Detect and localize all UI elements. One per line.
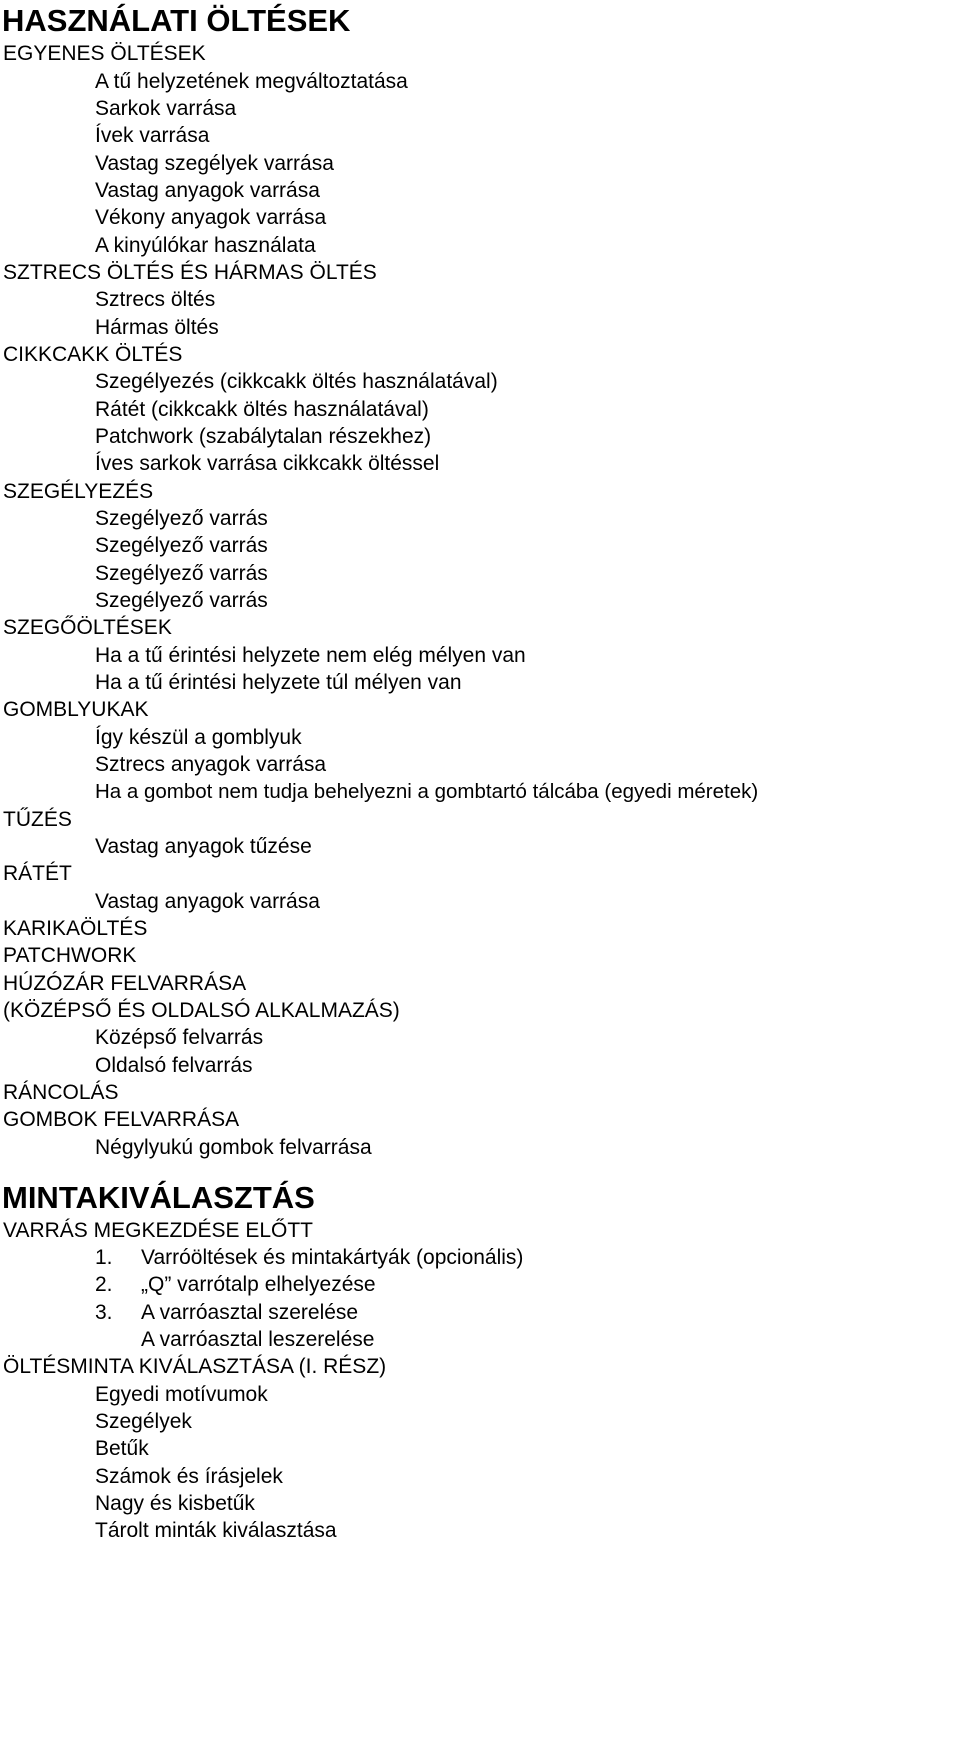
list-item: Tárolt minták kiválasztása [95, 1519, 337, 1542]
list-item: A varróasztal szerelése [141, 1301, 359, 1324]
group-heading: SZTRECS ÖLTÉS ÉS HÁRMAS ÖLTÉS [3, 261, 377, 284]
list-item: A varróasztal leszerelése [141, 1328, 375, 1351]
list-item: Ha a tű érintési helyzete túl mélyen van [95, 671, 462, 694]
group-heading: (KÖZÉPSŐ ÉS OLDALSÓ ALKALMAZÁS) [3, 999, 400, 1022]
list-item: Szegélyező varrás [95, 562, 268, 585]
list-item-number: 3. [95, 1301, 113, 1324]
list-item: Szegélyek [95, 1410, 192, 1433]
group-heading: KARIKAÖLTÉS [3, 917, 148, 940]
list-item: Oldalsó felvarrás [95, 1054, 253, 1077]
list-item: Sztrecs öltés [95, 288, 216, 311]
group-heading: HÚZÓZÁR FELVARRÁSA [3, 972, 247, 995]
list-item: A tű helyzetének megváltoztatása [95, 70, 408, 93]
list-item: Betűk [95, 1437, 149, 1460]
group-heading: EGYENES ÖLTÉSEK [3, 42, 206, 65]
list-item: Vékony anyagok varrása [95, 206, 327, 229]
list-item: Hármas öltés [95, 316, 219, 339]
group-heading: SZEGŐÖLTÉSEK [3, 616, 172, 639]
list-item: Varróöltések és mintakártyák (opcionális) [141, 1246, 524, 1269]
group-heading: CIKKCAKK ÖLTÉS [3, 343, 183, 366]
list-item: Négylyukú gombok felvarrása [95, 1136, 372, 1159]
list-item-number: 1. [95, 1246, 113, 1269]
list-item: Vastag anyagok varrása [95, 890, 320, 913]
list-item: Szegélyező varrás [95, 534, 268, 557]
section-title: HASZNÁLATI ÖLTÉSEK [2, 3, 351, 38]
group-heading: RÁNCOLÁS [3, 1081, 119, 1104]
list-item: Vastag szegélyek varrása [95, 152, 334, 175]
group-heading: TŰZÉS [3, 808, 72, 831]
list-item: Egyedi motívumok [95, 1383, 268, 1406]
group-heading: ÖLTÉSMINTA KIVÁLASZTÁSA (I. RÉSZ) [3, 1355, 387, 1378]
list-item: Vastag anyagok tűzése [95, 835, 312, 858]
list-item: Sarkok varrása [95, 97, 237, 120]
list-item: A kinyúlókar használata [95, 234, 316, 257]
section-title: MINTAKIVÁLASZTÁS [2, 1180, 315, 1215]
group-heading: RÁTÉT [3, 862, 72, 885]
list-item: Ha a tű érintési helyzete nem elég mélyen van [95, 644, 526, 667]
list-item: Nagy és kisbetűk [95, 1492, 255, 1515]
group-heading: PATCHWORK [3, 944, 137, 967]
list-item: Számok és írásjelek [95, 1465, 283, 1488]
list-item: Vastag anyagok varrása [95, 179, 320, 202]
list-item: Sztrecs anyagok varrása [95, 753, 327, 776]
list-item: Szegélyező varrás [95, 507, 268, 530]
list-item: Szegélyezés (cikkcakk öltés használatával) [95, 370, 498, 393]
list-item: Így készül a gomblyuk [95, 726, 302, 749]
list-item-number: 2. [95, 1273, 113, 1296]
list-item: Íves sarkok varrása cikkcakk öltéssel [95, 452, 440, 475]
group-heading: SZEGÉLYEZÉS [3, 480, 154, 503]
list-item: Patchwork (szabálytalan részekhez) [95, 425, 432, 448]
group-heading: GOMBOK FELVARRÁSA [3, 1108, 240, 1131]
list-item: Ívek varrása [95, 124, 210, 147]
list-item: Ha a gombot nem tudja behelyezni a gombtartó tálcába (egyedi méretek) [95, 780, 759, 803]
list-item: Középső felvarrás [95, 1026, 264, 1049]
list-item: Szegélyező varrás [95, 589, 268, 612]
list-item: Rátét (cikkcakk öltés használatával) [95, 398, 429, 421]
group-heading: GOMBLYUKAK [3, 698, 149, 721]
list-item: „Q” varrótalp elhelyezése [141, 1273, 376, 1296]
group-heading: VARRÁS MEGKEZDÉSE ELŐTT [3, 1219, 314, 1242]
